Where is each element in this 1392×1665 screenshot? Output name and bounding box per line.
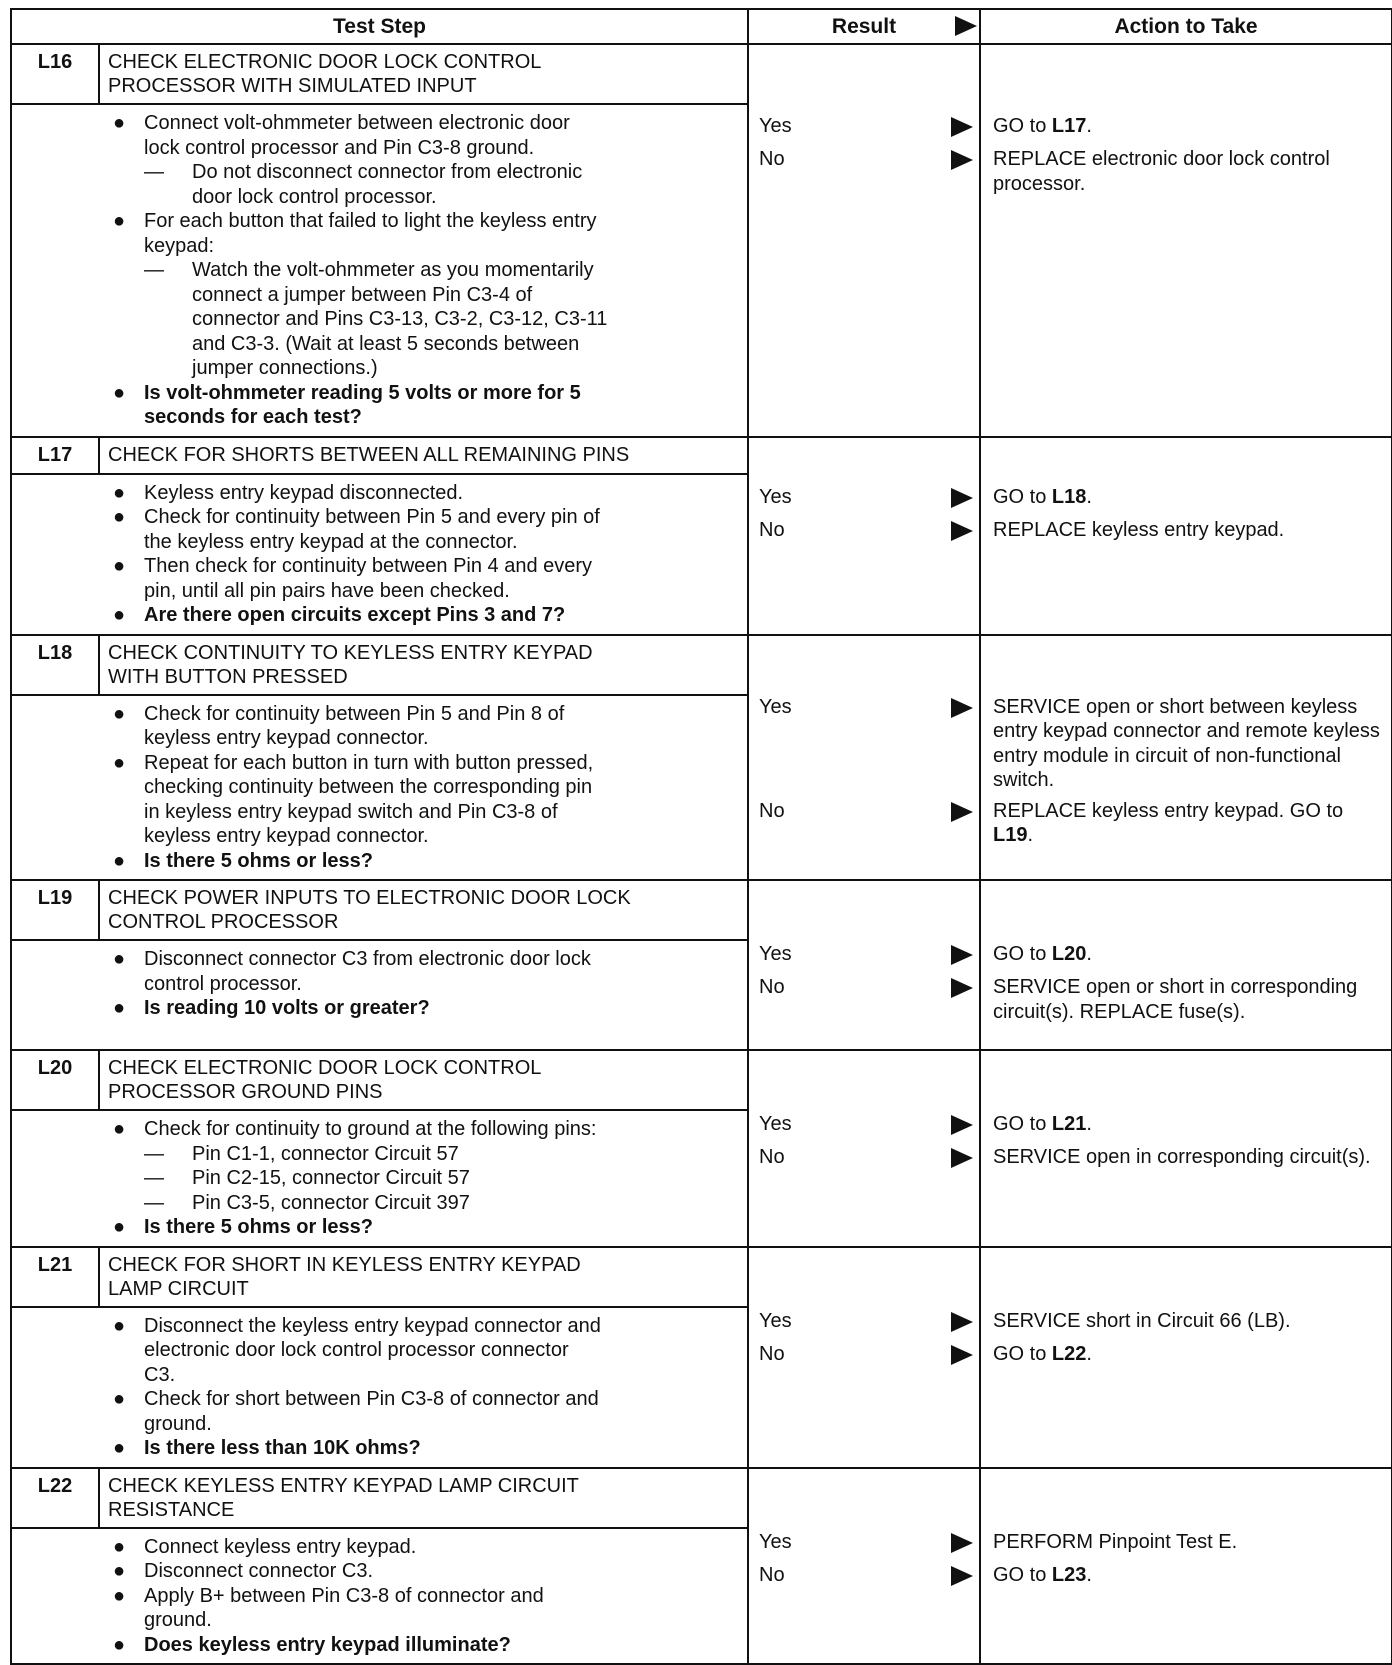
- action-phrase: SERVICE open or short in corresponding circuit(s). REPLACE fuse(s).: [993, 976, 1358, 1023]
- result-label: No: [759, 1146, 785, 1168]
- action-text: [993, 1342, 1383, 1367]
- step-id: L22: [12, 1469, 100, 1527]
- step-reference: L21: [1051, 1113, 1087, 1135]
- header-action: Action to Take: [980, 9, 1392, 44]
- instruction-item: [108, 1387, 737, 1436]
- action-phrase: GO to: [993, 943, 1052, 965]
- step-header: [12, 45, 747, 105]
- instruction-text: Pin C1-1, connector Circuit 57: [192, 1142, 459, 1165]
- step-instructions: [12, 105, 747, 436]
- instruction-text: Repeat for each button in turn with button pressed, checking continuity between the corresponding pin in keyless entry keypad switch and Pin C3-8 of keyless entry keypad connector.: [144, 751, 594, 847]
- instruction-item: [108, 1535, 737, 1560]
- action-phrase: GO to: [993, 485, 1052, 508]
- instruction-text: Check for continuity between Pin 5 and Pin 8 of keyless entry keypad connector.: [144, 702, 565, 749]
- result-label: No: [759, 148, 785, 170]
- instruction-item: [108, 1117, 737, 1142]
- test-step-cell: [11, 1050, 748, 1247]
- result-no: [759, 519, 973, 543]
- result-label: Yes: [759, 1309, 792, 1332]
- step-header: [12, 1248, 747, 1308]
- step-question: [108, 1436, 737, 1461]
- bullet-icon: ●: [112, 1118, 126, 1140]
- instruction-text: Is volt-ohmmeter reading 5 volts or more for 5 seconds for each test?: [144, 381, 581, 428]
- step-id: L17: [12, 438, 100, 473]
- sub-instruction: [144, 1142, 737, 1167]
- instruction-item: [108, 1314, 737, 1388]
- test-step-row: [11, 1050, 1392, 1247]
- bullet-icon: ●: [112, 1216, 126, 1238]
- bullet-icon: ●: [112, 702, 126, 725]
- instruction-item: [108, 1559, 737, 1584]
- arrow-right-icon: [955, 16, 977, 36]
- step-id: L19: [12, 881, 100, 939]
- step-instructions: [12, 941, 747, 1027]
- instruction-item: [108, 554, 737, 603]
- instruction-item: [108, 702, 737, 751]
- step-question: [108, 1633, 737, 1658]
- step-header: [12, 1469, 747, 1529]
- instruction-text: Then check for continuity between Pin 4 and every pin, until all pin pairs have been checked.: [144, 555, 593, 602]
- instruction-text: Do not disconnect connector from electronic door lock control processor.: [192, 161, 583, 208]
- result-no: [759, 976, 973, 1000]
- instruction-text: Connect keyless entry keypad.: [144, 1535, 417, 1558]
- action-text: [993, 942, 1383, 967]
- bullet-icon: ●: [112, 1388, 126, 1410]
- dash-icon: —: [144, 1167, 164, 1189]
- bullet-icon: ●: [112, 948, 126, 970]
- result-yes: [759, 1531, 973, 1555]
- instruction-text: Pin C3-5, connector Circuit 397: [192, 1191, 470, 1214]
- action-text: [993, 147, 1383, 196]
- action-phrase: REPLACE electronic door lock control processor.: [993, 148, 1330, 195]
- action-phrase: .: [1086, 1342, 1092, 1365]
- action-text: [993, 975, 1383, 1024]
- bullet-icon: ●: [112, 604, 126, 626]
- step-title: CHECK CONTINUITY TO KEYLESS ENTRY KEYPAD WITH BUTTON PRESSED: [108, 641, 593, 688]
- action-phrase: SERVICE open or short between keyless entry keypad connector and remote keyless entry module in circuit of non-functional switch.: [993, 695, 1380, 791]
- step-question: [108, 996, 737, 1021]
- test-step-cell: [11, 1247, 748, 1468]
- action-cell: [980, 44, 1392, 437]
- result-label: Yes: [759, 485, 792, 508]
- action-text: [993, 518, 1383, 543]
- instruction-text: Check for short between Pin C3-8 of connector and ground.: [144, 1388, 599, 1435]
- result-cell: [748, 635, 980, 881]
- result-cell: [748, 437, 980, 635]
- step-title: CHECK KEYLESS ENTRY KEYPAD LAMP CIRCUIT RESISTANCE: [108, 1474, 579, 1521]
- sub-instruction: [144, 160, 737, 209]
- header-result: [748, 9, 980, 44]
- instruction-text: Connect volt-ohmmeter between electronic door lock control processor and Pin C3-8 ground.: [144, 112, 570, 159]
- arrow-right-icon: [951, 1312, 973, 1332]
- result-no: [759, 800, 973, 824]
- sub-instruction: [144, 258, 737, 381]
- result-label: No: [759, 976, 785, 998]
- result-label: Yes: [759, 695, 792, 718]
- result-label: No: [759, 1563, 785, 1586]
- result-cell: [748, 1468, 980, 1665]
- step-question: [108, 849, 737, 874]
- test-step-row: [11, 437, 1392, 635]
- action-text: [993, 485, 1383, 510]
- result-cell: [748, 1050, 980, 1247]
- arrow-right-icon: [951, 1566, 973, 1586]
- step-title: CHECK POWER INPUTS TO ELECTRONIC DOOR LOCK CONTROL PROCESSOR: [108, 887, 631, 933]
- arrow-right-icon: [951, 521, 973, 541]
- action-phrase: SERVICE short in Circuit 66 (LB).: [993, 1309, 1291, 1332]
- step-question: [108, 603, 737, 628]
- table-header-row: [11, 9, 1392, 44]
- action-phrase: .: [1086, 1113, 1092, 1135]
- action-cell: [980, 1050, 1392, 1247]
- action-text: [993, 114, 1383, 139]
- step-id: L16: [12, 45, 100, 103]
- result-cell: [748, 1247, 980, 1468]
- instruction-text: Disconnect connector C3 from electronic door lock control processor.: [144, 948, 591, 995]
- step-instructions: [12, 1308, 747, 1467]
- test-step-cell: [11, 437, 748, 635]
- action-phrase: GO to: [993, 1113, 1052, 1135]
- action-phrase: .: [1086, 115, 1092, 137]
- action-text: [993, 799, 1383, 848]
- test-step-row: [11, 44, 1392, 437]
- action-cell: [980, 437, 1392, 635]
- arrow-right-icon: [951, 945, 973, 965]
- step-reference: L20: [1051, 943, 1087, 965]
- bullet-icon: ●: [112, 1560, 126, 1582]
- action-cell: [980, 1247, 1392, 1468]
- result-no: [759, 1343, 973, 1367]
- action-text: [993, 1563, 1383, 1588]
- arrow-right-icon: [951, 150, 973, 170]
- action-phrase: GO to: [993, 1342, 1052, 1365]
- step-instructions: [12, 1529, 747, 1664]
- action-phrase: .: [1086, 943, 1092, 965]
- result-yes: [759, 1113, 973, 1137]
- action-cell: [980, 635, 1392, 881]
- step-question: [108, 381, 737, 430]
- arrow-right-icon: [951, 1533, 973, 1553]
- test-step-cell: [11, 1468, 748, 1665]
- bullet-icon: ●: [112, 1437, 126, 1459]
- test-step-row: [11, 1247, 1392, 1468]
- result-yes: [759, 943, 973, 967]
- instruction-text: Is there 5 ohms or less?: [144, 849, 373, 872]
- header-test-step: Test Step: [11, 9, 748, 44]
- result-no: [759, 1146, 973, 1170]
- result-label: Yes: [759, 1113, 792, 1135]
- instruction-text: Check for continuity between Pin 5 and every pin of the keyless entry keypad at the connector.: [144, 506, 600, 553]
- bullet-icon: ●: [112, 751, 126, 774]
- step-instructions: [12, 1111, 747, 1246]
- step-reference: L22: [1051, 1342, 1087, 1365]
- step-header: [12, 438, 747, 475]
- step-reference: L18: [1051, 485, 1087, 508]
- step-title: CHECK FOR SHORT IN KEYLESS ENTRY KEYPAD LAMP CIRCUIT: [108, 1253, 581, 1300]
- step-title: CHECK ELECTRONIC DOOR LOCK CONTROL PROCESSOR WITH SIMULATED INPUT: [108, 51, 542, 97]
- action-phrase: PERFORM Pinpoint Test E.: [993, 1530, 1238, 1553]
- action-text: [993, 1112, 1383, 1137]
- instruction-item: [108, 209, 737, 258]
- bullet-icon: ●: [112, 112, 126, 134]
- instruction-item: [108, 1584, 737, 1633]
- action-phrase: .: [1027, 824, 1034, 846]
- instruction-text: Keyless entry keypad disconnected.: [144, 481, 464, 504]
- bullet-icon: ●: [112, 997, 126, 1019]
- step-reference: L19: [993, 824, 1028, 846]
- action-text: [993, 1145, 1383, 1170]
- step-id: L21: [12, 1248, 100, 1306]
- action-cell: [980, 880, 1392, 1050]
- bullet-icon: ●: [112, 381, 126, 404]
- step-header: [12, 881, 747, 941]
- dash-icon: —: [144, 1142, 164, 1165]
- arrow-right-icon: [951, 978, 973, 998]
- instruction-text: Pin C2-15, connector Circuit 57: [192, 1167, 470, 1189]
- action-cell: [980, 1468, 1392, 1665]
- sub-instruction: [144, 1166, 737, 1191]
- test-step-table: [10, 8, 1392, 1665]
- action-phrase: .: [1086, 485, 1092, 508]
- action-text: [993, 1309, 1383, 1334]
- test-step-cell: [11, 635, 748, 881]
- action-phrase: GO to: [993, 1563, 1052, 1586]
- bullet-icon: ●: [112, 1535, 126, 1558]
- step-header: [12, 636, 747, 696]
- bullet-icon: ●: [112, 210, 126, 232]
- result-yes: [759, 115, 973, 139]
- header-result-label: Result: [831, 14, 897, 38]
- step-title: CHECK ELECTRONIC DOOR LOCK CONTROL PROCESSOR GROUND PINS: [108, 1057, 542, 1103]
- result-yes: [759, 486, 973, 510]
- bullet-icon: ●: [112, 1584, 126, 1607]
- step-id: L18: [12, 636, 100, 694]
- instruction-text: Is there 5 ohms or less?: [144, 1216, 373, 1238]
- result-label: Yes: [759, 115, 792, 137]
- instruction-text: Disconnect the keyless entry keypad connector and electronic door lock control processor connector C3.: [144, 1314, 601, 1386]
- result-label: No: [759, 518, 785, 541]
- result-label: Yes: [759, 1530, 792, 1553]
- action-phrase: SERVICE open in corresponding circuit(s).: [993, 1146, 1371, 1168]
- test-step-cell: [11, 880, 748, 1050]
- action-phrase: .: [1086, 1563, 1092, 1586]
- result-no: [759, 148, 973, 172]
- instruction-text: Is there less than 10K ohms?: [144, 1437, 421, 1459]
- step-title: CHECK FOR SHORTS BETWEEN ALL REMAINING PINS: [108, 443, 630, 466]
- instruction-text: Apply B+ between Pin C3-8 of connector and ground.: [144, 1584, 544, 1631]
- instruction-item: [108, 947, 737, 996]
- test-step-row: [11, 1468, 1392, 1665]
- bullet-icon: ●: [112, 555, 126, 577]
- arrow-right-icon: [951, 1345, 973, 1365]
- result-label: No: [759, 799, 785, 822]
- instruction-item: [108, 481, 737, 506]
- result-yes: [759, 696, 973, 720]
- bullet-icon: ●: [112, 1633, 126, 1656]
- instruction-text: For each button that failed to light the keyless entry keypad:: [144, 210, 597, 257]
- bullet-icon: ●: [112, 1314, 126, 1337]
- result-yes: [759, 1310, 973, 1334]
- instruction-text: Watch the volt-ohmmeter as you momentarily connect a jumper between Pin C3-4 of connector and Pins C3-13, C3-2, C3-12, C3-11 and C3-3. (Wait at least 5 seconds between jumper connections.): [192, 259, 608, 379]
- step-instructions: [12, 696, 747, 880]
- result-cell: [748, 880, 980, 1050]
- result-cell: [748, 44, 980, 437]
- instruction-item: [108, 505, 737, 554]
- step-instructions: [12, 475, 747, 634]
- dash-icon: —: [144, 1191, 164, 1214]
- arrow-right-icon: [951, 698, 973, 718]
- action-phrase: REPLACE keyless entry keypad. GO to: [993, 799, 1344, 822]
- action-phrase: GO to: [993, 115, 1052, 137]
- bullet-icon: ●: [112, 506, 126, 528]
- sub-instruction: [144, 1191, 737, 1216]
- instruction-text: Is reading 10 volts or greater?: [144, 997, 430, 1019]
- result-label: Yes: [759, 943, 792, 965]
- arrow-right-icon: [951, 117, 973, 137]
- step-id: L20: [12, 1051, 100, 1109]
- arrow-right-icon: [951, 488, 973, 508]
- test-step-row: [11, 880, 1392, 1050]
- instruction-text: Disconnect connector C3.: [144, 1560, 374, 1582]
- instruction-text: Does keyless entry keypad illuminate?: [144, 1633, 511, 1656]
- arrow-right-icon: [951, 1148, 973, 1168]
- instruction-text: Check for continuity to ground at the following pins:: [144, 1118, 597, 1140]
- instruction-item: [108, 111, 737, 160]
- step-reference: L17: [1051, 115, 1087, 137]
- test-step-cell: [11, 44, 748, 437]
- arrow-right-icon: [951, 1115, 973, 1135]
- dash-icon: —: [144, 161, 164, 183]
- result-no: [759, 1564, 973, 1588]
- action-text: [993, 1530, 1383, 1555]
- arrow-right-icon: [951, 802, 973, 822]
- step-reference: L23: [1051, 1563, 1087, 1586]
- instruction-item: [108, 751, 737, 849]
- instruction-text: Are there open circuits except Pins 3 and 7?: [144, 604, 566, 626]
- action-text: [993, 695, 1383, 793]
- pinpoint-test-page: [10, 8, 1385, 1665]
- bullet-icon: ●: [112, 849, 126, 872]
- bullet-icon: ●: [112, 481, 126, 504]
- step-question: [108, 1215, 737, 1240]
- result-label: No: [759, 1342, 785, 1365]
- step-header: [12, 1051, 747, 1111]
- dash-icon: —: [144, 259, 164, 281]
- test-step-row: [11, 635, 1392, 881]
- action-phrase: REPLACE keyless entry keypad.: [993, 518, 1285, 541]
